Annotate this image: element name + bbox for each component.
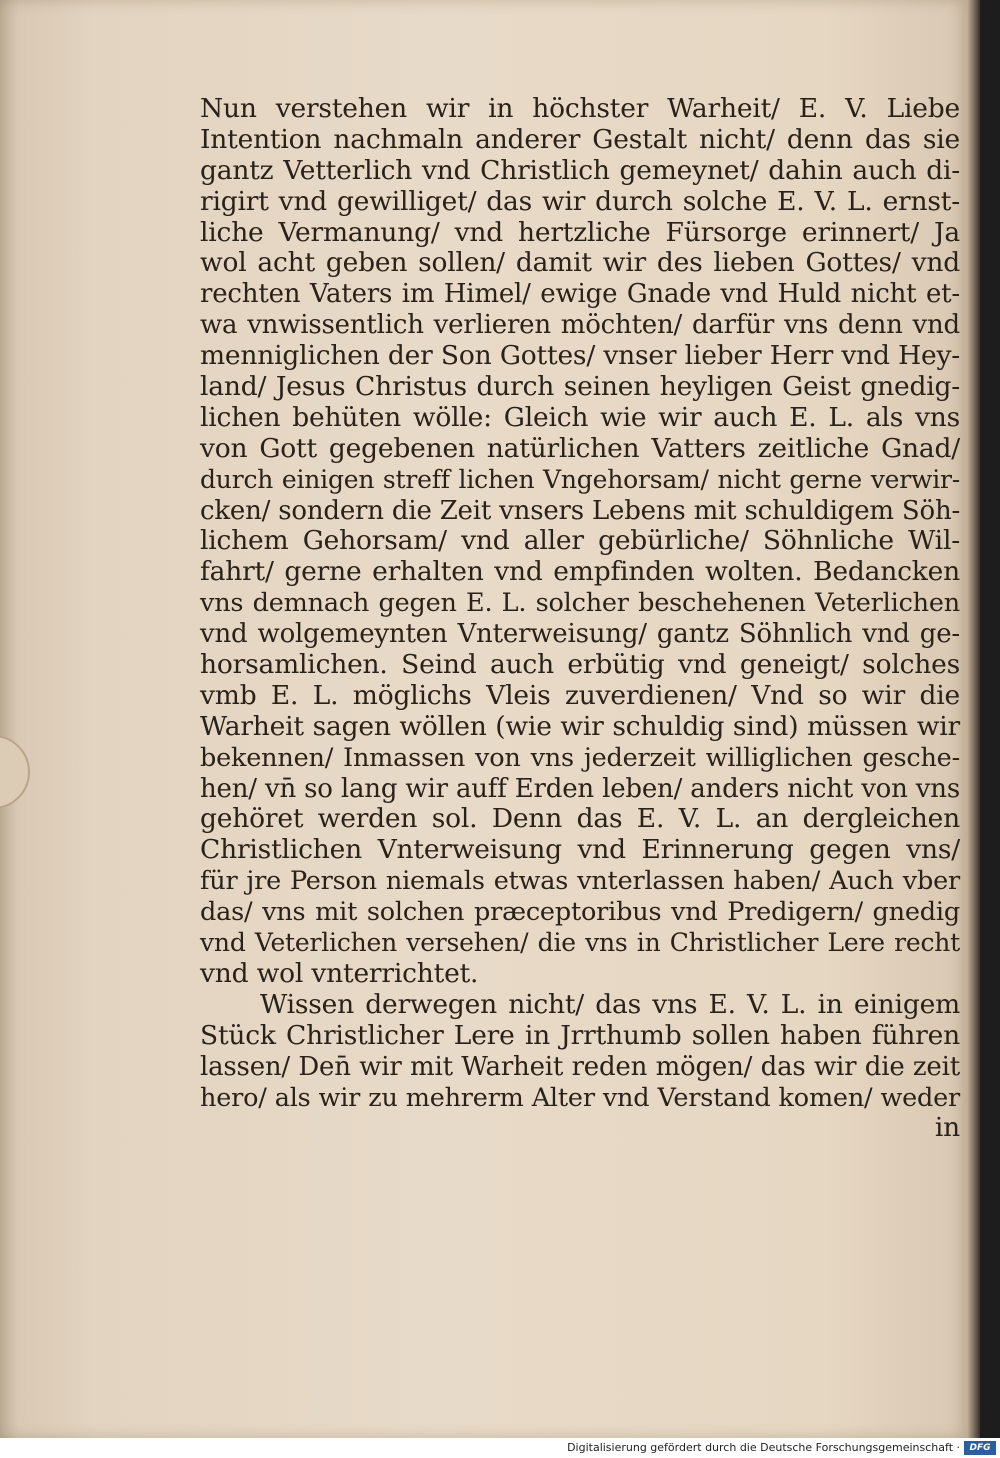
text-line: rechten Vaters im Himel/ ewige Gnade vnd Huld nicht et- [200,279,960,310]
text-line: für jre Person niemals etwas vnterlassen haben/ Auch vber [200,866,960,897]
funding-note: Digitalisierung gefördert durch die Deutsche Forschungsgemeinschaft · [567,1441,960,1454]
page-fold-shadow [0,0,18,1438]
page-edge-shadow [968,0,980,1438]
text-line: lassen/ Den̄ wir mit Warheit reden mögen/ das wir die zeit [200,1051,960,1082]
catchword: in [934,1112,960,1144]
text-line: Christlichen Vnterweisung vnd Erinnerung gegen vns/ [200,834,960,866]
page-text-block [200,94,960,1144]
text-line: Nun verstehen wir in höchster Warheit/ E. V. Liebe [200,93,960,124]
text-line: hen/ vn̄ so lang wir auff Erden leben/ anders nicht von vns [200,773,960,804]
text-line: wol acht geben sollen/ damit wir des lieben Gottes/ vnd [200,247,960,279]
digitization-footer [0,1438,1000,1458]
text-line: menniglichen der Son Gottes/ vnser lieber Herr vnd Hey- [200,340,960,372]
text-line: gantz Vetterlich vnd Christlich gemeynet/ dahin auch di- [200,154,960,186]
text-line: gehöret werden sol. Denn das E. V. L. an dergleichen [200,803,960,835]
text-line: Warheit sagen wöllen (wie wir schuldig sind) müssen wir [200,710,960,742]
text-line: durch einigen streff lichen Vngehorsam/ nicht gerne verwir- [200,464,960,494]
text-line: rigirt vnd gewilliget/ das wir durch solche E. V. L. ernst- [200,185,960,217]
text-line: vnd wolgemeynten Vnterweisung/ gantz Söhnlich vnd ge- [200,619,960,650]
dfg-logo: DFG [964,1441,996,1455]
text-line: hero/ als wir zu mehrerm Alter vnd Verstand komen/ weder [200,1082,960,1113]
text-line: vns demnach gegen E. L. solcher beschehenen Veterlichen [200,588,960,619]
thumb-tab-mark [0,735,30,809]
text-line: vnd Veterlichen versehen/ die vns in Christlicher Lere recht [200,928,960,958]
text-line: fahrt/ gerne erhalten vnd empfinden wolten. Bedancken [200,556,960,588]
text-line: land/ Jesus Christus durch seinen heyligen Geist gnedig- [200,371,960,403]
text-line: Intention nachmaln anderer Gestalt nicht/ denn das sie [200,123,960,155]
text-line: Stück Christlicher Lere in Jrrthumb sollen haben führen [200,1019,960,1051]
text-line: liche Vermanung/ vnd hertzliche Fürsorge erinnert/ Ja [200,216,960,248]
text-line: cken/ sondern die Zeit vnsers Lebens mit schuldigem Söh- [200,495,961,526]
text-line: lichen behüten wölle: Gleich wie wir auch E. L. als vns [200,401,960,433]
text-line: lichem Gehorsam/ vnd aller gebürliche/ Söhnliche Wil- [200,525,960,557]
text-line: vmb E. L. möglichs Vleis zuverdienen/ Vnd so wir die [200,679,960,711]
text-line: von Gott gegebenen natürlichen Vatters zeitliche Gnad/ [200,432,960,464]
text-line: Wissen derwegen nicht/ das vns E. V. L. in einigem [260,988,960,1020]
text-line: wa vnwissentlich verlieren möchten/ darfür vns denn vnd [200,310,960,341]
text-line: das/ vns mit solchen præceptoribus vnd Predigern/ gnedig [200,897,960,928]
text-line: bekennen/ Inmassen von vns jederzeit williglichen gesche- [200,742,960,773]
text-line: horsamlichen. Seind auch erbütig vnd geneigt/ solches [200,649,960,681]
text-line: vnd wol vnterrichtet. [200,957,479,989]
